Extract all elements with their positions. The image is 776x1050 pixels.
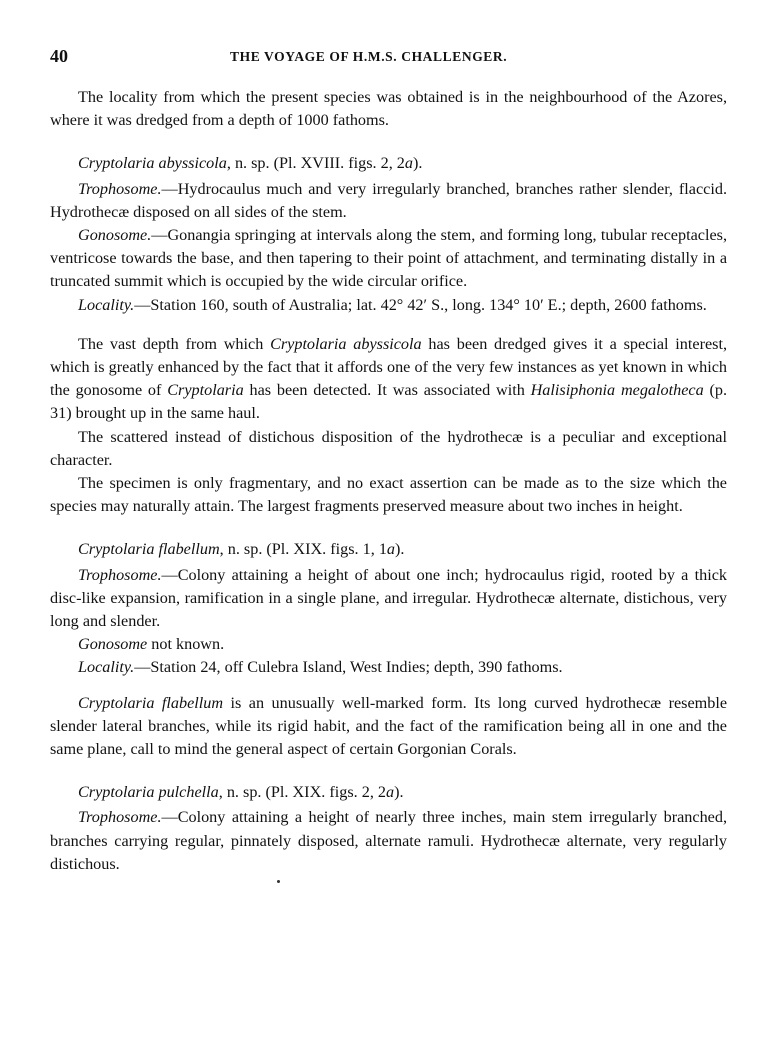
locality-label: Locality. [78, 295, 135, 314]
page-body [50, 86, 727, 876]
trophosome-label: Trophosome. [78, 808, 162, 827]
gonosome-abyssicola: Gonosome.—Gonangia springing at intervals along the stem, and forming long, tubular receptacles, ventricose towards the base, and then tapering to their point of attachment, and terminating distally in a truncated summit which is occupied by the wide circular orifice. [50, 226, 727, 291]
page-number: 40 [50, 46, 68, 66]
trophosome-pulchella: Trophosome.—Colony attaining a height of nearly three inches, main stem irregularly branched, branches carrying regular, pinnately disposed, alternate ramuli. Hydrothecæ alternate, very regularly distichous. [50, 808, 727, 873]
locality-flabellum: Locality.—Station 24, off Culebra Island, West Indies; depth, 390 fathoms. [78, 658, 563, 677]
running-title: THE VOYAGE OF H.M.S. CHALLENGER. [230, 49, 508, 64]
discussion-abyssicola-disposition: The scattered instead of distichous disposition of the hydrothecæ is a peculiar and exceptional character. [50, 427, 727, 469]
species-name: Cryptolaria pulchella [78, 783, 219, 802]
trophosome-abyssicola: Trophosome.—Hydrocaulus much and very irregularly branched, branches rather slender, flaccid. Hydrothecæ disposed on all sides of the stem. [50, 179, 727, 221]
trophosome-label: Trophosome. [78, 565, 162, 584]
print-speck [277, 880, 280, 883]
page-header [50, 46, 726, 70]
locality-label: Locality. [78, 658, 135, 677]
discussion-abyssicola-size: The specimen is only fragmentary, and no exact assertion can be made as to the size which the species may naturally attain. The largest fragments preserved measure about two inches in height. [50, 474, 727, 516]
trophosome-flabellum: Trophosome.—Colony attaining a height of about one inch; hydrocaulus rigid, rooted by a thick disc-like expansion, ramification in a single plane, and irregular. Hydrothecæ alternate, distichous, very long and slender. [50, 565, 727, 631]
gonosome-flabellum: Gonosome not known. [78, 635, 225, 654]
discussion-abyssicola-depth: The vast depth from which Cryptolaria abyssicola has been dredged gives it a special interest, which is greatly enhanced by the fact that it affords one of the very few instances as yet known in which the gonosome of Cryptolaria has been detected. It was associated with Halisiphonia megalotheca (p. 31) brought up in the same haul. [50, 334, 728, 423]
species-name: Cryptolaria flabellum [78, 540, 220, 559]
species-heading-flabellum: Cryptolaria flabellum, n. sp. (Pl. XIX. figs. 1, 1a). [78, 540, 405, 559]
gonosome-label: Gonosome [78, 635, 148, 654]
species-heading-pulchella: Cryptolaria pulchella, n. sp. (Pl. XIX. figs. 2, 2a). [78, 783, 404, 802]
paragraph-azores-locality: The locality from which the present species was obtained is in the neighbourhood of the Azores, where it was dredged from a depth of 1000 fathoms. [50, 88, 727, 130]
locality-abyssicola: Locality.—Station 160, south of Australia; lat. 42° 42′ S., long. 134° 10′ E.; depth, 2600 fathoms. [78, 295, 707, 314]
gonosome-label: Gonosome. [78, 226, 152, 245]
trophosome-label: Trophosome. [78, 179, 162, 198]
species-name: Cryptolaria abyssicola [78, 154, 227, 173]
species-heading-abyssicola: Cryptolaria abyssicola, n. sp. (Pl. XVIII. figs. 2, 2a). [78, 154, 423, 173]
discussion-flabellum: Cryptolaria flabellum is an unusually well-marked form. Its long curved hydrothecæ resemble slender lateral branches, while its rigid habit, and the fact of the ramification being all in one and the same plane, call to mind the general aspect of certain Gorgonian Corals. [50, 693, 728, 759]
